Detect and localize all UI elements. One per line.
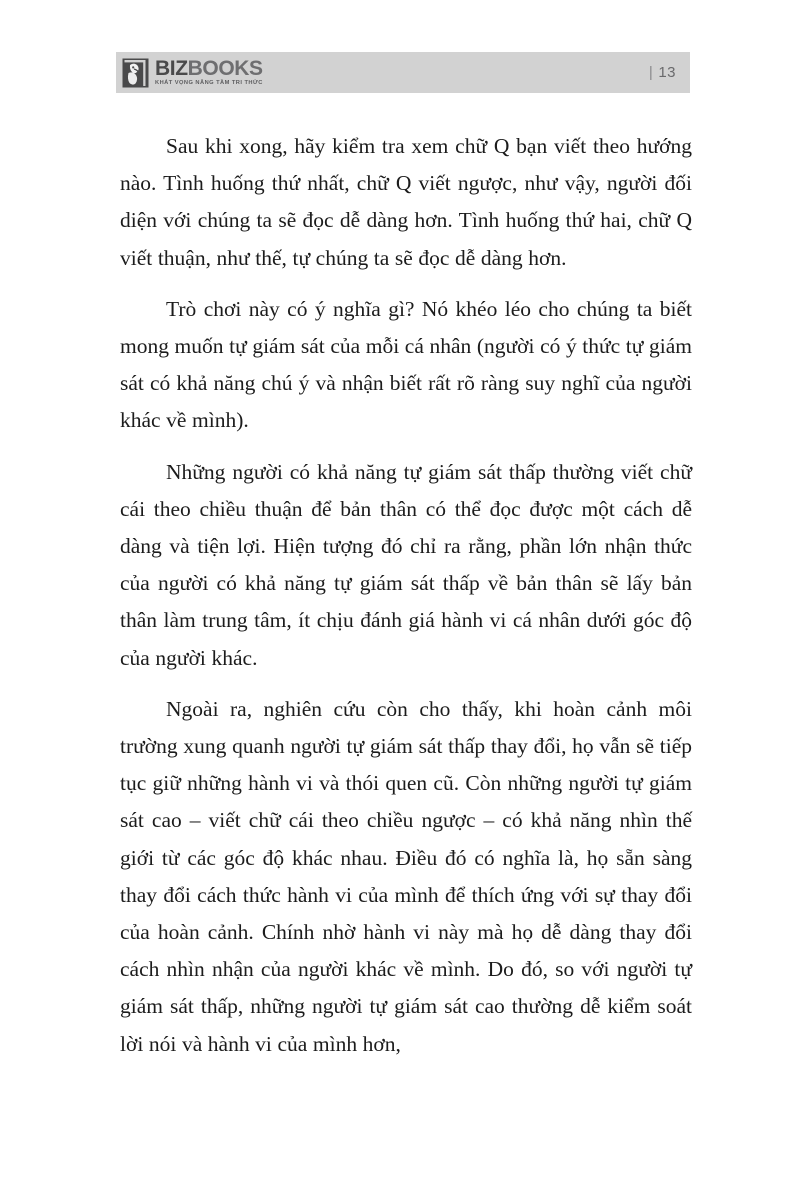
paragraph: Ngoài ra, nghiên cứu còn cho thấy, khi hoàn cảnh môi trường xung quanh người tự giám sát thấp thay đổi, họ vẫn sẽ tiếp tục giữ những hành vi và thói quen cũ. Còn những người tự giám sát cao – viết chữ cái theo chiều ngược – có khả năng nhìn thế giới từ các góc độ khác nhau. Điều đó có nghĩa là, họ sẵn sàng thay đổi cách thức hành vi của mình để thích ứng với sự thay đổi của hoàn cảnh. Chính nhờ hành vi này mà họ dễ dàng thay đổi cách nhìn nhận của người khác về mình. Do đó, so với người tự giám sát thấp, những người tự giám sát cao thường dễ kiểm soát lời nói và hành vi của mình hơn,	[120, 696, 692, 1056]
brand-text-block	[155, 58, 263, 87]
paragraph: Những người có khả năng tự giám sát thấp thường viết chữ cái theo chiều thuận để bản thân có thể đọc được một cách dễ dàng và tiện lợi. Hiện tượng đó chỉ ra rằng, phần lớn nhận thức của người có khả năng tự giám sát thấp về bản thân sẽ lấy bản thân làm trung tâm, ít chịu đánh giá hành vi cá nhân dưới góc độ của người khác.	[120, 459, 692, 670]
body-text-column	[120, 128, 692, 1063]
brand-name	[155, 58, 263, 79]
folio-number: 13	[658, 64, 676, 81]
bizbooks-book-icon	[122, 58, 149, 88]
brand-tagline: KHÁT VỌNG NÂNG TẦM TRI THỨC	[155, 80, 263, 87]
page-folio	[649, 64, 690, 81]
folio-separator: |	[648, 64, 654, 81]
paragraph: Sau khi xong, hãy kiểm tra xem chữ Q bạn viết theo hướng nào. Tình huống thứ nhất, chữ Q viết ngược, như vậy, người đối diện với chúng ta sẽ đọc dễ dàng hơn. Tình huống thứ hai, chữ Q viết thuận, như thế, tự chúng ta sẽ đọc dễ dàng hơn.	[120, 134, 692, 270]
running-header	[116, 52, 690, 93]
publisher-logo	[116, 58, 263, 88]
brand-name-biz: BIZ	[155, 57, 188, 81]
brand-name-books: BOOKS	[187, 57, 263, 81]
paragraph: Trò chơi này có ý nghĩa gì? Nó khéo léo cho chúng ta biết mong muốn tự giám sát của mỗi cá nhân (người có ý thức tự giám sát có khả năng chú ý và nhận biết rất rõ ràng suy nghĩ của người khác về mình).	[120, 296, 692, 433]
